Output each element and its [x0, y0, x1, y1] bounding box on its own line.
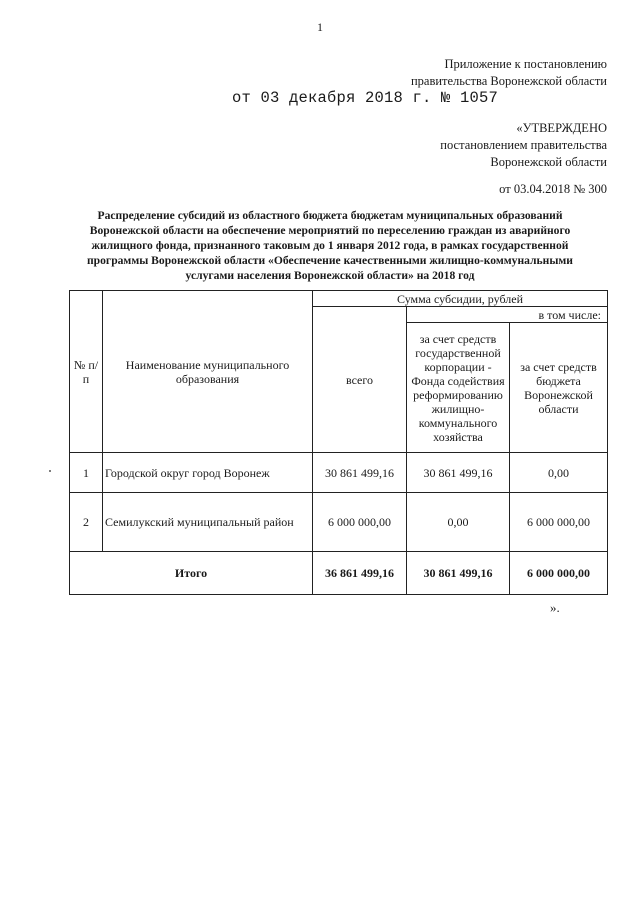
- col-header-including: в том числе:: [407, 307, 608, 323]
- totals-regional: 6 000 000,00: [510, 552, 608, 595]
- cell-fund: 0,00: [407, 493, 510, 552]
- cell-total: 30 861 499,16: [313, 453, 407, 493]
- appendix-line: Приложение к постановлению: [444, 57, 607, 71]
- cell-num: 2: [70, 493, 103, 552]
- totals-fund: 30 861 499,16: [407, 552, 510, 595]
- table-row: [70, 453, 608, 493]
- appendix-block: [411, 56, 607, 90]
- title-line: Распределение субсидий из областного бюджета бюджетам муниципальных образований: [97, 209, 563, 222]
- title-line: жилищного фонда, признанного таковым до 1 января 2012 года, в рамках государственной: [91, 239, 569, 252]
- totals-label: Итого: [70, 552, 313, 595]
- cell-name: Городской округ город Воронеж: [103, 453, 313, 493]
- col-header-num: № п/п: [70, 291, 103, 453]
- table-row: [70, 493, 608, 552]
- approved-line: Воронежской области: [490, 155, 607, 169]
- scan-speck: [49, 470, 51, 472]
- approved-line: «УТВЕРЖДЕНО: [516, 121, 607, 135]
- title-line: Воронежской области на обеспечение мероприятий по переселению граждан из аварийного: [89, 224, 571, 237]
- col-header-sum: Сумма субсидии, рублей: [313, 291, 608, 307]
- cell-total: 6 000 000,00: [313, 493, 407, 552]
- approved-line: постановлением правительства: [440, 138, 607, 152]
- title-line: программы Воронежской области «Обеспечение качественными жилищно-коммунальными: [87, 254, 573, 267]
- cell-name: Семилукский муниципальный район: [103, 493, 313, 552]
- col-header-regional: за счет средств бюджета Воронежской области: [510, 323, 608, 453]
- header-row: [70, 291, 608, 307]
- col-header-total: всего: [313, 307, 407, 453]
- subsidy-table: [69, 290, 608, 595]
- appendix-line: правительства Воронежской области: [410, 74, 607, 88]
- document-title: [82, 208, 578, 283]
- approved-date: от 03.04.2018 № 300: [499, 182, 607, 196]
- cell-regional: 0,00: [510, 453, 608, 493]
- totals-row: [70, 552, 608, 595]
- cell-fund: 30 861 499,16: [407, 453, 510, 493]
- cell-regional: 6 000 000,00: [510, 493, 608, 552]
- decree-date: от 03 декабря 2018 г. № 1057: [232, 89, 499, 107]
- approved-block: [440, 120, 607, 198]
- totals-total: 36 861 499,16: [313, 552, 407, 595]
- col-header-fund: за счет средств государственной корпорации - Фонда содействия реформированию жилищно-коммунального хозяйства: [407, 323, 510, 453]
- cell-num: 1: [70, 453, 103, 493]
- title-line: услугами населения Воронежской области» на 2018 год: [185, 269, 475, 282]
- closing-quote: ».: [550, 600, 560, 615]
- page-number: 1: [317, 20, 323, 34]
- col-header-name: Наименование муниципального образования: [103, 291, 313, 453]
